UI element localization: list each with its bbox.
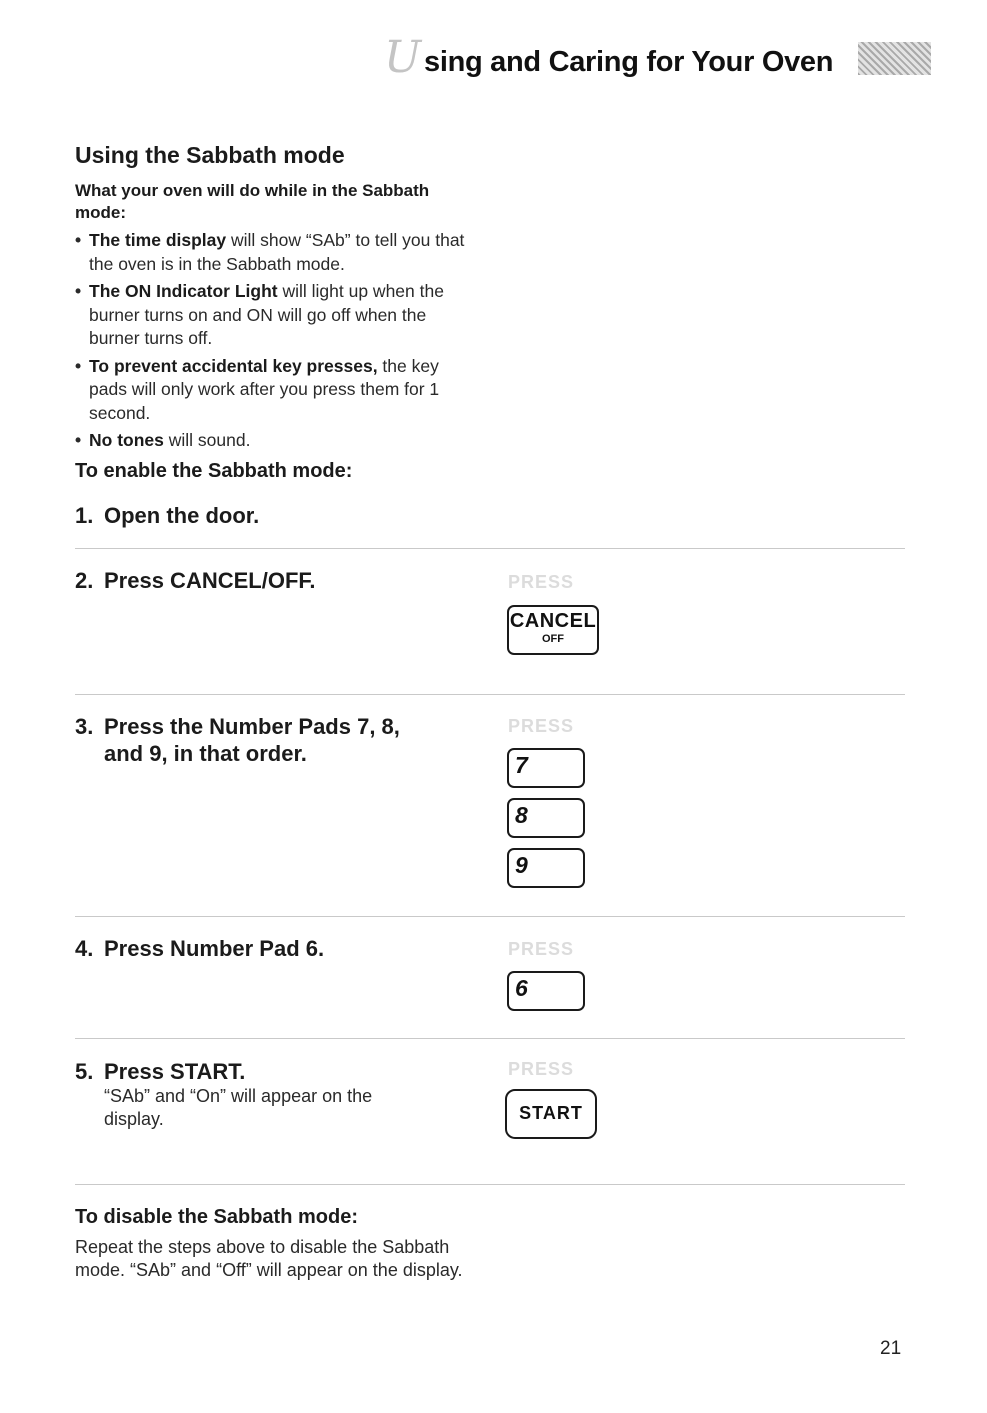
press-label: PRESS <box>508 1059 575 1079</box>
decorative-script-letter: U <box>384 32 422 83</box>
number-key-9 <box>507 848 585 888</box>
step-text: Press START. <box>104 1059 246 1084</box>
page-header <box>384 32 974 94</box>
step-text: Press Number Pad 6. <box>104 936 325 961</box>
step-text: Press the Number Pads 7, 8, <box>104 714 400 739</box>
step-2 <box>75 567 316 594</box>
start-key <box>505 1089 597 1139</box>
bullet-bold: The ON Indicator Light <box>89 281 278 301</box>
press-label: PRESS <box>508 572 575 592</box>
disable-heading: To disable the Sabbath mode: <box>75 1206 358 1228</box>
divider <box>75 548 905 549</box>
divider <box>75 1038 905 1039</box>
key-label: 9 <box>515 852 528 878</box>
bullet-bold: No tones <box>89 430 164 450</box>
key-label: 6 <box>515 975 528 1001</box>
press-label: PRESS <box>508 716 575 736</box>
step-4 <box>75 935 324 962</box>
list-item <box>75 429 470 453</box>
cancel-key-label: CANCEL <box>509 610 597 632</box>
key-label: 8 <box>515 802 528 828</box>
bullet-text: will sound. <box>163 430 251 450</box>
press-label: PRESS <box>508 939 575 959</box>
step-text: Press CANCEL/OFF. <box>104 568 316 593</box>
step-number: 4. <box>75 936 94 961</box>
number-key-6 <box>507 971 585 1011</box>
list-item <box>75 355 470 426</box>
step-number: 1. <box>75 503 94 528</box>
divider <box>75 916 905 917</box>
disable-text: Repeat the steps above to disable the Sabbath mode. “SAb” and “Off” will appear on the display. <box>75 1237 463 1280</box>
list-item <box>75 280 470 351</box>
step-1 <box>75 502 259 529</box>
key-label: 7 <box>515 752 528 778</box>
step-number: 5. <box>75 1059 94 1084</box>
what-heading: What your oven will do while in the Sabbath mode: <box>75 181 430 222</box>
step-text-line-2: and 9, in that order. <box>104 741 307 766</box>
bullet-text: the key pads will only work after you press them for 1 second. <box>89 355 440 423</box>
bullet-bold: The time display <box>89 230 227 250</box>
start-key-label: START <box>519 1103 583 1123</box>
divider <box>75 694 905 695</box>
step-3 <box>75 713 400 767</box>
decorative-pattern-badge <box>858 42 931 75</box>
section-title: Using the Sabbath mode <box>75 142 345 168</box>
step-number: 2. <box>75 568 94 593</box>
step-5-note: “SAb” and “On” will appear on the display. <box>104 1086 373 1129</box>
bullet-bold: To prevent accidental key presses, <box>89 355 378 376</box>
step-text: Open the door. <box>104 503 260 528</box>
header-title: sing and Caring for Your Oven <box>424 46 834 78</box>
bullet-text: will light up when the burner turns on and ON will go off when the burner turns off. <box>89 281 444 348</box>
off-key-label: OFF <box>542 633 564 645</box>
step-number: 3. <box>75 714 94 739</box>
number-key-8 <box>507 798 585 838</box>
page-number: 21 <box>880 1338 902 1359</box>
feature-list <box>75 229 470 457</box>
divider <box>75 1184 905 1185</box>
enable-heading: To enable the Sabbath mode: <box>75 460 353 482</box>
cancel-off-key <box>507 605 599 655</box>
list-item <box>75 229 470 276</box>
bullet-text: will show “SAb” to tell you that the oven is in the Sabbath mode. <box>89 230 465 274</box>
number-key-7 <box>507 748 585 788</box>
step-5 <box>75 1058 245 1085</box>
